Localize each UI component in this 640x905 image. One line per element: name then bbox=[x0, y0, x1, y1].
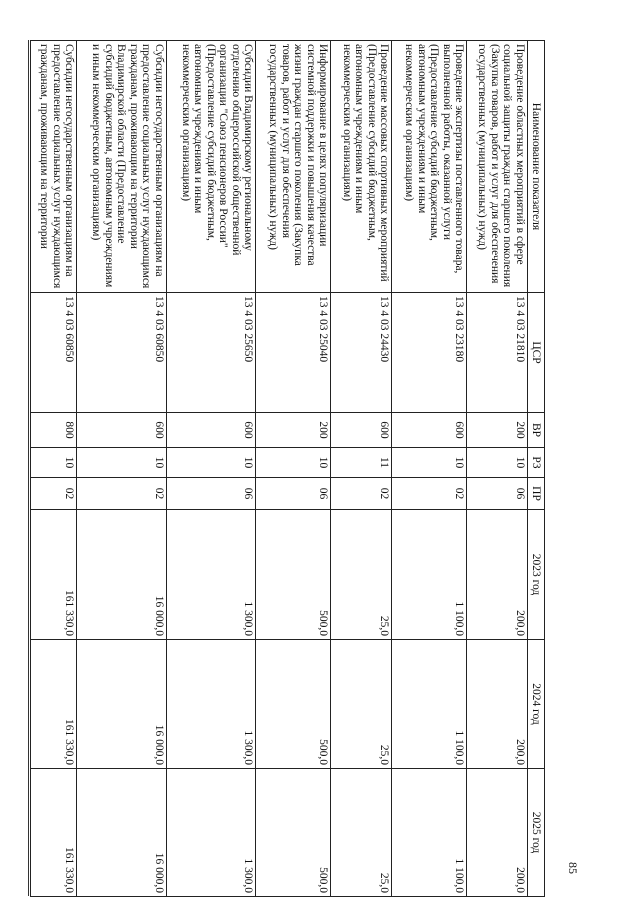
row-rz: 10 bbox=[256, 448, 331, 478]
page-edge-rule bbox=[28, 40, 29, 896]
row-name: Проведение областных мероприятий в сфере социальной защиты граждан старшего поколения (Закупка товаров, работ и услуг для обеспечения государственных (муниципальных) нужд) bbox=[467, 41, 528, 293]
row-2024: 1 100,0 bbox=[392, 640, 467, 769]
row-pr: 02 bbox=[77, 478, 166, 510]
row-csr: 13 4 03 25040 bbox=[256, 293, 331, 413]
row-name: Субсидии негосударственным организациям на предоставление социальных услуг нуждающимся гражданам, проживающим на территории bbox=[31, 41, 77, 293]
row-rz: 10 bbox=[77, 448, 166, 478]
row-2025: 1 300,0 bbox=[166, 769, 255, 897]
row-2023: 25,0 bbox=[331, 510, 392, 640]
row-2025: 500,0 bbox=[256, 769, 331, 897]
table-row bbox=[392, 41, 467, 897]
row-2025: 16 000,0 bbox=[77, 769, 166, 897]
row-2024: 25,0 bbox=[331, 640, 392, 769]
table-header-row bbox=[528, 41, 545, 897]
row-vr: 600 bbox=[331, 413, 392, 448]
row-2023: 16 000,0 bbox=[77, 510, 166, 640]
row-rz: 10 bbox=[31, 448, 77, 478]
row-csr: 13 4 03 60850 bbox=[77, 293, 166, 413]
row-2023: 1 300,0 bbox=[166, 510, 255, 640]
table-row bbox=[331, 41, 392, 897]
rotated-table-wrapper bbox=[30, 40, 545, 896]
row-rz: 10 bbox=[467, 448, 528, 478]
header-rz: РЗ bbox=[528, 448, 545, 478]
row-name: Субсидии Владимирскому региональному отделению общероссийской общественной организации "Союз пенсионеров России" (Предоставление субсидий бюджетным, автономным учреждениям и иным некоммерческим организациям) bbox=[166, 41, 255, 293]
row-2023: 500,0 bbox=[256, 510, 331, 640]
row-pr: 06 bbox=[467, 478, 528, 510]
row-csr: 13 4 03 25650 bbox=[166, 293, 255, 413]
row-2024: 500,0 bbox=[256, 640, 331, 769]
table-row bbox=[467, 41, 528, 897]
row-rz: 10 bbox=[392, 448, 467, 478]
page-number: 85 bbox=[566, 862, 580, 874]
row-name: Проведение массовых спортивных мероприятий (Предоставление субсидий бюджетным, автономным учреждениям и иным некоммерческим организациям) bbox=[331, 41, 392, 293]
row-csr: 13 4 03 21810 bbox=[467, 293, 528, 413]
row-pr: 02 bbox=[31, 478, 77, 510]
header-vr: ВР bbox=[528, 413, 545, 448]
row-2023: 1 100,0 bbox=[392, 510, 467, 640]
row-vr: 200 bbox=[256, 413, 331, 448]
row-2023: 161 330,0 bbox=[31, 510, 77, 640]
header-2024: 2024 год bbox=[528, 640, 545, 769]
row-pr: 02 bbox=[331, 478, 392, 510]
row-pr: 06 bbox=[256, 478, 331, 510]
row-2023: 200,0 bbox=[467, 510, 528, 640]
row-2024: 1 300,0 bbox=[166, 640, 255, 769]
row-vr: 200 bbox=[467, 413, 528, 448]
row-2025: 161 330,0 bbox=[31, 769, 77, 897]
row-rz: 10 bbox=[166, 448, 255, 478]
row-2025: 25,0 bbox=[331, 769, 392, 897]
row-vr: 600 bbox=[166, 413, 255, 448]
row-name: Информирование в целях популяризации системной поддержки и повышения качества жизни граждан старшего поколения (Закупка товаров, работ и услуг для обеспечения государственных (муниципальных) нужд) bbox=[256, 41, 331, 293]
table-row bbox=[166, 41, 255, 897]
row-2025: 1 100,0 bbox=[392, 769, 467, 897]
header-2023: 2023 год bbox=[528, 510, 545, 640]
row-name: Проведение экспертизы поставленного товара, выполненной работы, оказанной услуги (Предоставление субсидий бюджетным, автономным учреждениям и иным некоммерческим организациям) bbox=[392, 41, 467, 293]
row-csr: 13 4 03 24430 bbox=[331, 293, 392, 413]
row-pr: 06 bbox=[166, 478, 255, 510]
header-pr: ПР bbox=[528, 478, 545, 510]
table-row bbox=[77, 41, 166, 897]
row-vr: 800 bbox=[31, 413, 77, 448]
row-2024: 200,0 bbox=[467, 640, 528, 769]
row-rz: 11 bbox=[331, 448, 392, 478]
row-vr: 600 bbox=[392, 413, 467, 448]
header-csr: ЦСР bbox=[528, 293, 545, 413]
table-row bbox=[31, 41, 77, 897]
header-2025: 2025 год bbox=[528, 769, 545, 897]
row-name: Субсидии негосударственным организациям на предоставление социальных услуг нуждающимся гражданам, проживающим на территории Владимирской области (Предоставление субсидий бюджетным, автономным учреждениям и иным некоммерческим организациям) bbox=[77, 41, 166, 293]
table-row bbox=[256, 41, 331, 897]
row-csr: 13 4 03 23180 bbox=[392, 293, 467, 413]
row-2024: 16 000,0 bbox=[77, 640, 166, 769]
budget-table bbox=[30, 40, 545, 897]
row-vr: 600 bbox=[77, 413, 166, 448]
row-csr: 13 4 03 60850 bbox=[31, 293, 77, 413]
row-pr: 02 bbox=[392, 478, 467, 510]
header-name: Наименование показателя bbox=[528, 41, 545, 293]
row-2024: 161 330,0 bbox=[31, 640, 77, 769]
row-2025: 200,0 bbox=[467, 769, 528, 897]
